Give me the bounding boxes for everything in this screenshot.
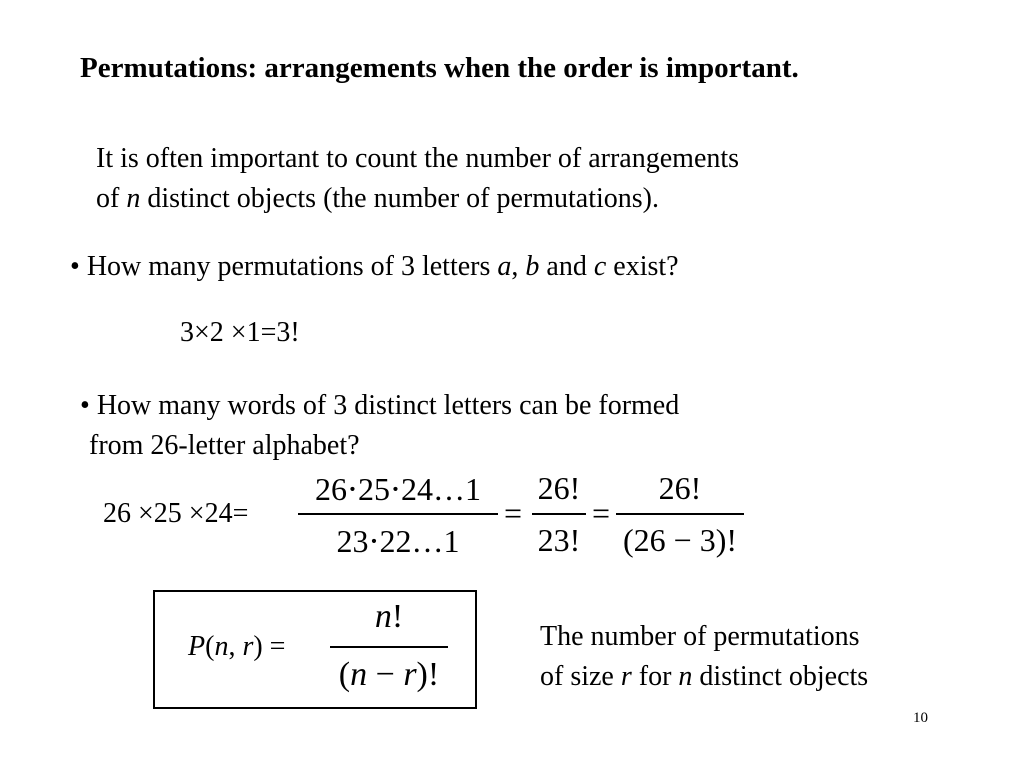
paren: ( bbox=[338, 656, 351, 693]
fraction-3-denominator: (26 − 3)! bbox=[622, 522, 737, 558]
formula-bar bbox=[330, 646, 448, 648]
intro-text: of bbox=[96, 183, 127, 214]
intro-line-1: It is often important to count the number of arrangements bbox=[96, 143, 740, 174]
equals-sign-2: = bbox=[592, 495, 611, 531]
question-1-text: How many permutations of 3 letters bbox=[86, 251, 498, 282]
fraction-3-bar bbox=[616, 513, 744, 515]
fraction-2-bar bbox=[532, 513, 586, 515]
description-line-1: The number of permutations bbox=[540, 621, 860, 652]
description-line-2 bbox=[540, 657, 868, 697]
variable-n: n bbox=[374, 598, 392, 635]
bullet-icon: • bbox=[70, 251, 80, 282]
paren-factorial: )! bbox=[416, 656, 440, 693]
fraction-1-bar bbox=[298, 513, 498, 515]
variable-b: b bbox=[525, 251, 540, 282]
formula-denominator bbox=[330, 656, 448, 694]
variable-n: n bbox=[126, 183, 141, 214]
equals-sign-1: = bbox=[504, 495, 523, 531]
comma: , bbox=[228, 631, 243, 662]
description-text: of size bbox=[540, 661, 621, 692]
formula-numerator bbox=[330, 598, 448, 636]
bullet-icon: • bbox=[80, 390, 90, 421]
intro-text: distinct objects (the number of permutations). bbox=[140, 183, 659, 214]
question-2-line-2: from 26-letter alphabet? bbox=[89, 430, 360, 461]
fraction-2-numerator: 26! bbox=[537, 470, 581, 506]
separator: and bbox=[539, 251, 594, 282]
paren-equals: ) = bbox=[253, 631, 286, 662]
variable-n: n bbox=[350, 656, 368, 693]
question-2-line-1 bbox=[80, 386, 679, 426]
minus: − bbox=[367, 656, 404, 693]
fraction-2-denominator: 23! bbox=[537, 522, 581, 558]
fraction-3-numerator: 26! bbox=[658, 470, 702, 506]
symbol-p: P bbox=[188, 631, 206, 662]
variable-r: r bbox=[620, 661, 632, 692]
variable-n: n bbox=[678, 661, 693, 692]
fraction-1-numerator: 26⋅25⋅24…1 bbox=[315, 471, 481, 507]
factorial: ! bbox=[391, 598, 404, 635]
intro-line-2 bbox=[96, 179, 739, 219]
variable-a: a bbox=[497, 251, 512, 282]
slide-title: Permutations: arrangements when the order is important. bbox=[80, 52, 799, 84]
equation-lhs: 26 ×25 ×24= bbox=[103, 498, 249, 529]
question-1-end: exist? bbox=[606, 251, 679, 282]
separator: , bbox=[511, 251, 526, 282]
formula-description bbox=[540, 617, 868, 697]
question-2-text: How many words of 3 distinct letters can be formed bbox=[96, 390, 680, 421]
variable-n: n bbox=[214, 631, 229, 662]
description-text: distinct objects bbox=[692, 661, 869, 692]
question-1 bbox=[70, 251, 679, 283]
answer-1: 3×2 ×1=3! bbox=[180, 317, 300, 348]
paren: ( bbox=[205, 631, 215, 662]
description-text: for bbox=[631, 661, 679, 692]
fraction-1-denominator: 23⋅22…1 bbox=[336, 523, 460, 559]
question-2 bbox=[80, 386, 679, 466]
page-number: 10 bbox=[913, 710, 928, 726]
intro-paragraph bbox=[96, 139, 739, 219]
variable-c: c bbox=[593, 251, 607, 282]
variable-r: r bbox=[403, 656, 417, 693]
variable-r: r bbox=[242, 631, 254, 662]
formula-lhs bbox=[188, 631, 285, 663]
